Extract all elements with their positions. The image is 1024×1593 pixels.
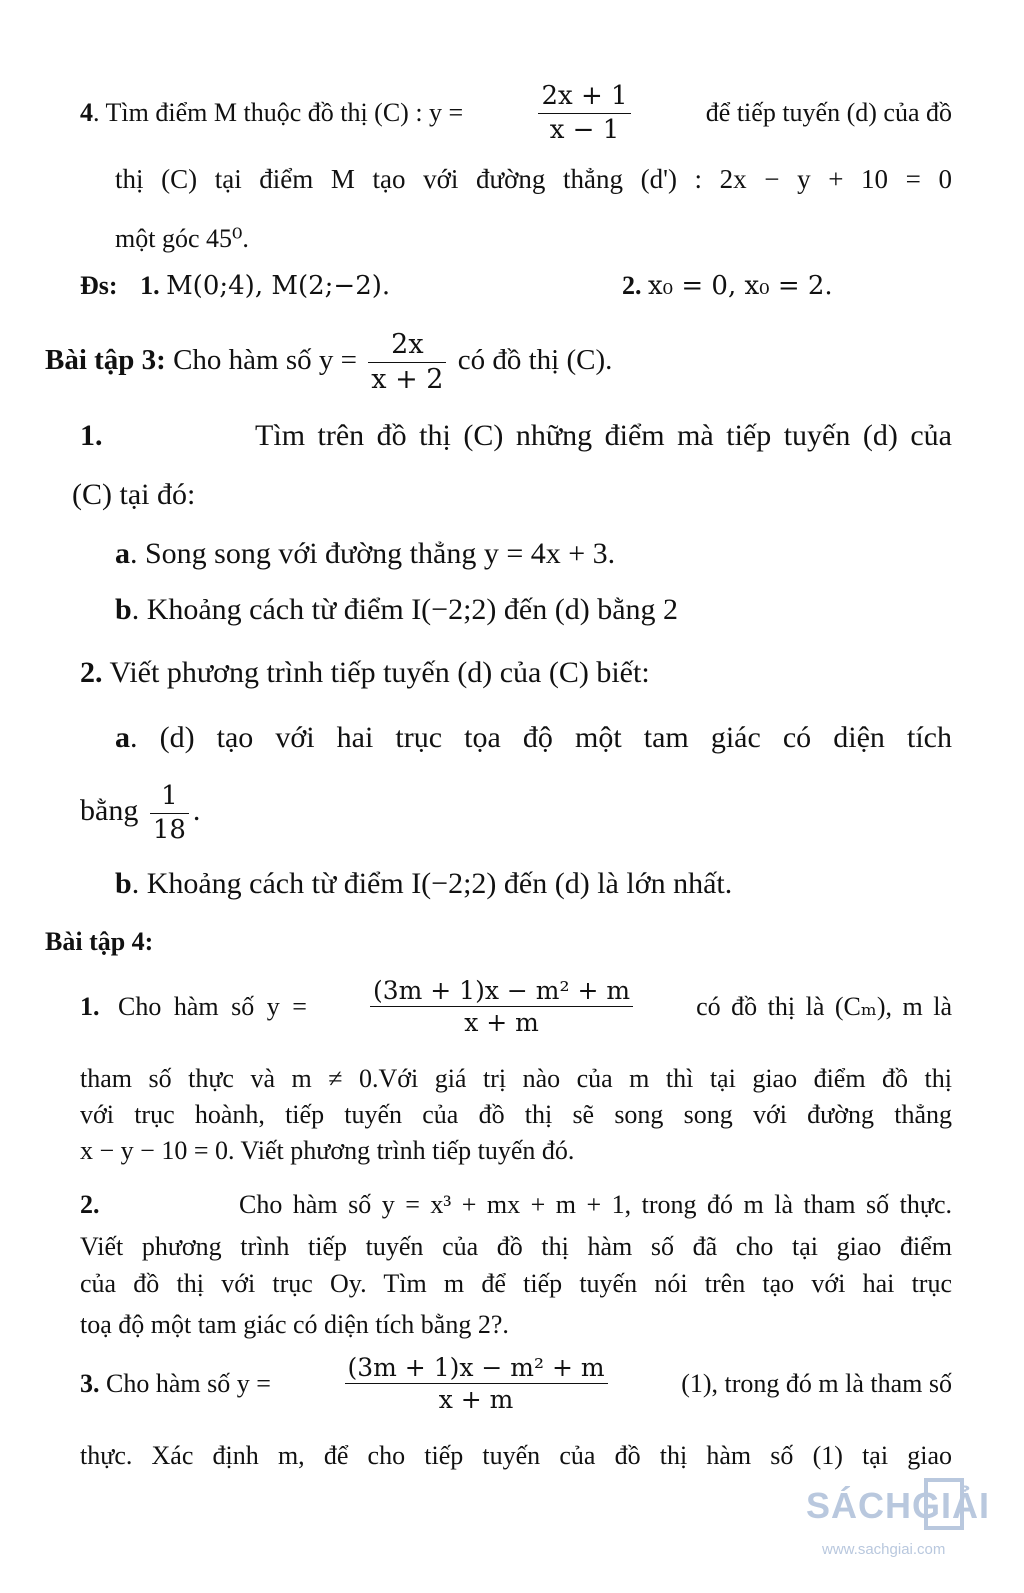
bt3-q2a-line1	[115, 720, 952, 756]
bt4-q3-line2: thực. Xác định m, để cho tiếp tuyến của đồ thị hàm số (1) tại giao	[80, 1441, 952, 1470]
bt4-q1-line4: x − y − 10 = 0. Viết phương trình tiếp tuyến đó.	[80, 1136, 575, 1165]
bt3-q1b-label: b	[115, 593, 132, 626]
bt3-q2a-frac-den: 18	[152, 814, 186, 845]
bt3-title: Bài tập 3:	[45, 343, 166, 376]
bt3-q1-text: Tìm trên đồ thị (C) những điểm mà tiếp tuyến (d) của	[255, 419, 952, 452]
bt4-q2-line3: của đồ thị với trục Oy. Tìm m để tiếp tuyến nói trên tạo với hai trục	[80, 1269, 952, 1298]
bt4-q2-line1	[80, 1189, 952, 1220]
p4-intro: . Tìm điểm M thuộc đồ thị (C) : y =	[93, 98, 464, 128]
p4-line2: thị (C) tại điểm M tạo với đường thẳng (d') : 2x − y + 10 = 0	[115, 164, 952, 194]
p4-number: 4	[80, 98, 93, 128]
bt4-q2-number: 2.	[80, 1190, 100, 1219]
bt3-q2a-line2	[80, 780, 200, 846]
bt4-q2-text: Cho hàm số y = x³ + mx + m + 1, trong đó m là tham số thực.	[239, 1190, 952, 1219]
bt4-title: Bài tập 4:	[45, 927, 154, 956]
watermark-url: www.sachgiai.com	[822, 1541, 946, 1558]
p4-fraction	[538, 80, 630, 146]
bt3-q2a-prefix: bằng	[80, 793, 139, 827]
bt4-q3-fraction	[345, 1352, 608, 1416]
bt4-q1-line2: tham số thực và m ≠ 0.Với giá trị nào của m thì tại giao điểm đồ thị	[80, 1064, 952, 1093]
bt4-q1-rest: có đồ thị là (Cₘ), m là	[696, 992, 952, 1022]
p4-ds-label: Đs:	[80, 271, 118, 300]
bt3-q2a-fraction	[150, 780, 189, 846]
bt3-fraction	[368, 328, 446, 397]
bt3-q2-text: Viết phương trình tiếp tuyến (d) của (C) biết:	[109, 656, 650, 689]
p4-answer-2	[622, 270, 833, 302]
bt4-q1-intro: Cho hàm số y =	[118, 992, 307, 1022]
bt3-q2b-label: b	[115, 867, 132, 900]
p4-ds1-text: M(0;4), M(2;−2).	[166, 271, 391, 301]
bt4-q2-line4: toạ độ một tam giác có diện tích bằng 2?.	[80, 1310, 509, 1339]
bt4-q3-frac-den: x + m	[438, 1385, 514, 1415]
bt3-frac-num: 2x	[368, 328, 446, 363]
p4-frac-den: x − 1	[549, 114, 620, 145]
bt3-q1a-text: . Song song với đường thẳng y = 4x + 3.	[130, 537, 616, 570]
p4-ds2-number: 2.	[622, 271, 642, 300]
bt3-q2-number: 2.	[80, 656, 103, 689]
bt4-q3-number: 3.	[80, 1369, 100, 1399]
bt4-q3-frac-num: (3m + 1)x − m² + m	[345, 1352, 608, 1384]
bt4-q1-frac-num: (3m + 1)x − m² + m	[370, 975, 633, 1007]
bt3-q1-number: 1.	[80, 419, 103, 452]
bt3-q2b	[115, 866, 732, 902]
p4-line1	[80, 80, 952, 146]
bt3-q2a-suffix: .	[192, 793, 201, 827]
p4-answer-1	[80, 270, 390, 302]
bt4-q1-frac-den: x + m	[464, 1008, 539, 1038]
bt4-q1-line3: với trục hoành, tiếp tuyến của đồ thị sẽ song song với đường thẳng	[80, 1100, 952, 1129]
bt3-q1a-label: a	[115, 537, 130, 570]
bt3-rest: có đồ thị (C).	[457, 343, 613, 376]
bt3-q2a-text: . (d) tạo với hai trục tọa độ một tam giác có diện tích	[130, 721, 952, 754]
p4-frac-num: 2x + 1	[538, 80, 630, 114]
bt3-q1-line1	[80, 418, 952, 454]
bt3-heading-line	[45, 328, 612, 397]
bt3-q1b-text: . Khoảng cách từ điểm I(−2;2) đến (d) bằng 2	[131, 593, 679, 626]
p4-line3: một góc 45⁰.	[115, 224, 249, 253]
bt3-frac-den: x + 2	[371, 363, 444, 395]
bt4-q3-intro: Cho hàm số y =	[106, 1369, 271, 1399]
bt3-q2a-frac-num: 1	[150, 780, 189, 814]
bt4-q3-line1	[80, 1352, 952, 1416]
bt3-q1a	[115, 536, 615, 572]
bt4-q2-line2: Viết phương trình tiếp tuyến của đồ thị hàm số đã cho tại giao điểm	[80, 1232, 952, 1261]
p4-ds1-number: 1.	[140, 271, 160, 300]
bt4-q1-fraction	[370, 975, 633, 1039]
bt3-intro: Cho hàm số y =	[173, 343, 358, 376]
bt3-q1b	[115, 592, 678, 628]
bt4-q1-number: 1.	[80, 992, 100, 1022]
bt4-q3-rest: (1), trong đó m là tham số	[681, 1369, 952, 1399]
watermark-logo: SÁCHGIẢI	[806, 1485, 991, 1526]
bt3-q2a-label: a	[115, 721, 130, 754]
bt3-q1-line2: (C) tại đó:	[72, 478, 196, 511]
bt3-q2b-text: . Khoảng cách từ điểm I(−2;2) đến (d) là lớn nhất.	[131, 867, 733, 900]
p4-ds2-text: x₀ = 0, x₀ = 2.	[648, 271, 833, 301]
p4-rest: để tiếp tuyến (d) của đồ	[705, 98, 952, 128]
bt4-q1-line1	[80, 975, 952, 1039]
bt3-q2	[80, 655, 650, 691]
